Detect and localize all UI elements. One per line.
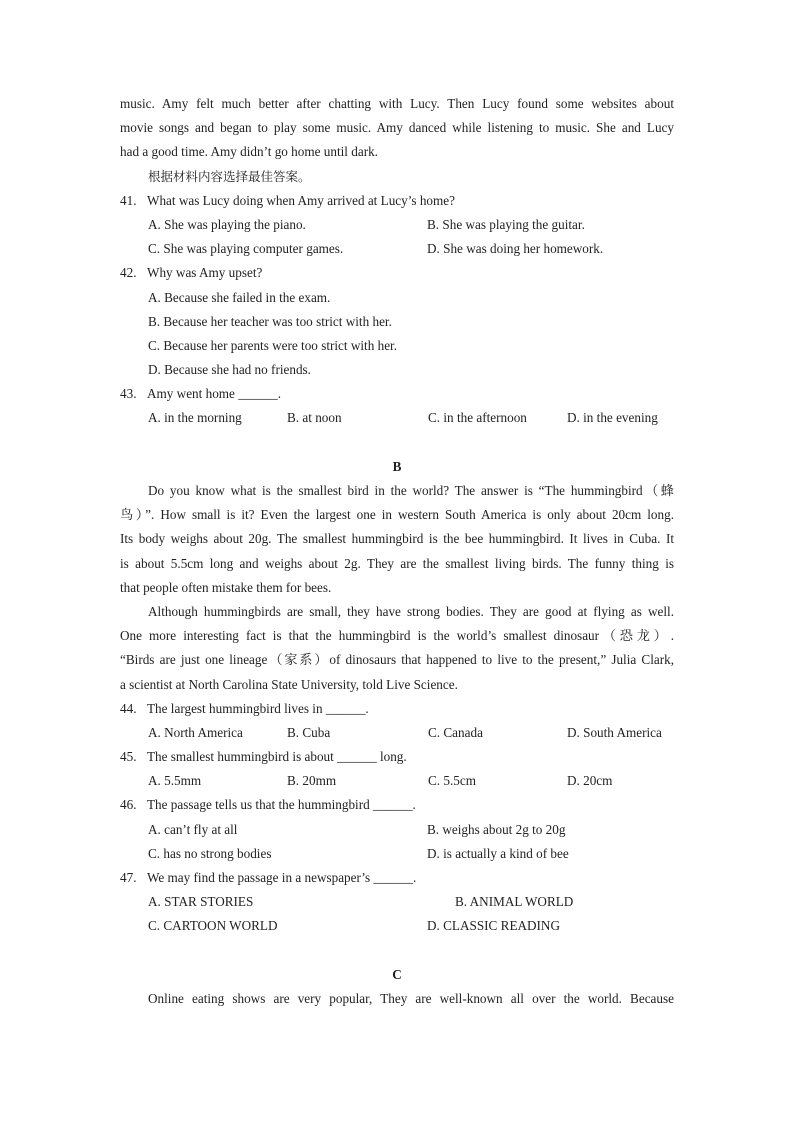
option-b: B. Cuba [287,724,331,740]
option-a: A. can’t fly at all [148,821,238,837]
question-number: 42. [120,265,137,281]
option-b: B. ANIMAL WORLD [455,894,574,910]
passage-b-line: One more interesting fact is that the hummingbird is the world’s smallest dinosaur（恐龙）. [120,628,674,644]
option-d: D. South America [567,724,662,740]
option-b: B. weighs about 2g to 20g [427,821,566,837]
passage-a-line: movie songs and began to play some music. Amy danced while listening to music. She and Lucy [120,120,674,136]
option-c: C. Canada [428,724,483,740]
question-number: 44. [120,700,137,716]
question-number: 46. [120,797,137,813]
option-d: D. in the evening [567,410,658,426]
option-c: C. CARTOON WORLD [148,918,278,934]
question-47 [120,866,674,890]
option-a: A. North America [148,724,243,740]
question-number: 45. [120,749,137,765]
section-heading-b: B [392,458,402,474]
instruction: 根据材料内容选择最佳答案。 [148,168,311,184]
option-c: C. in the afternoon [428,410,527,426]
question-stem: Why was Amy upset? [147,265,263,281]
question-number: 43. [120,386,137,402]
passage-b-line: 鸟）”. How small is it? Even the largest one in western South America is only about 20cm long. [120,507,674,523]
question-stem: We may find the passage in a newspaper’s ______. [147,870,417,885]
question-stem: Amy went home ______. [147,386,282,402]
option-b: B. at noon [287,410,342,426]
question-41 [120,189,674,213]
question-stem: The passage tells us that the hummingbird ______. [147,797,416,813]
option-b: B. She was playing the guitar. [427,216,585,232]
passage-b-line: Do you know what is the smallest bird in the world? The answer is “The hummingbird（蜂 [148,483,674,498]
option-d: D. CLASSIC READING [427,918,560,934]
passage-b-line: “Birds are just one lineage（家系）of dinosaurs that happened to live to the present,” Julia Clark, [120,652,674,668]
passage-b-line: a scientist at North Carolina State University, told Live Science. [120,676,458,692]
passage-a-line: had a good time. Amy didn’t go home until dark. [120,144,378,160]
option-d: D. is actually a kind of bee [427,845,569,861]
passage-b-line: Although hummingbirds are small, they have strong bodies. They are good at flying as well. [148,603,674,619]
question-stem: What was Lucy doing when Amy arrived at Lucy’s home? [147,192,455,208]
question-45 [120,745,674,769]
question-42 [120,261,674,285]
option-c: C. has no strong bodies [148,845,272,861]
section-heading-c: C [392,966,402,982]
option-a: A. She was playing the piano. [148,216,306,232]
option-a: A. Because she failed in the exam. [148,289,331,305]
passage-b-line: Its body weighs about 20g. The smallest hummingbird is the bee hummingbird. It lives in Cuba. It [120,531,674,547]
option-d: D. Because she had no friends. [148,362,311,378]
question-46 [120,793,674,817]
passage-a-line: music. Amy felt much better after chatting with Lucy. Then Lucy found some websites about [120,96,674,111]
option-d: D. 20cm [567,773,613,789]
option-c: C. Because her parents were too strict with her. [148,337,398,353]
question-stem: The smallest hummingbird is about ______ long. [147,749,407,765]
option-a: A. in the morning [148,410,242,426]
passage-b-line: that people often mistake them for bees. [120,579,332,595]
question-number: 41. [120,192,137,208]
option-c: C. She was playing computer games. [148,241,344,257]
option-a: A. 5.5mm [148,773,202,789]
question-number: 47. [120,870,137,885]
passage-b-line: is about 5.5cm long and weighs about 2g. They are the smallest living birds. The funny thing is [120,555,674,571]
question-44 [120,697,674,721]
option-c: C. 5.5cm [428,773,476,789]
option-b: B. 20mm [287,773,337,789]
question-43 [120,382,674,406]
option-a: A. STAR STORIES [148,894,254,910]
option-d: D. She was doing her homework. [427,241,604,257]
option-b: B. Because her teacher was too strict with her. [148,313,392,329]
question-stem: The largest hummingbird lives in ______. [147,700,369,716]
exam-page [120,92,674,1011]
passage-c-line: Online eating shows are very popular, They are well-known all over the world. Because [148,990,674,1006]
